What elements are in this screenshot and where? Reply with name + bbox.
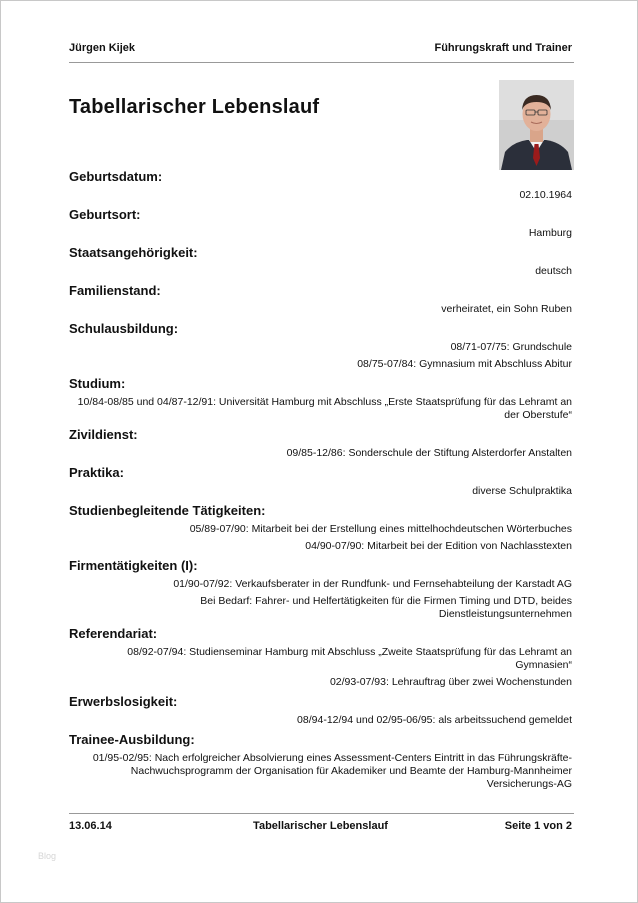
section-entry: 01/90-07/92: Verkaufsberater in der Rundfunk- und Fernsehabteilung der Karstadt AG (173, 578, 572, 590)
cv-section (69, 502, 572, 553)
section-entry: 08/71-07/75: Grundschule (450, 341, 572, 353)
header-role: Führungskraft und Trainer (434, 42, 572, 54)
cv-section (69, 625, 572, 689)
section-entry: 10/84-08/85 und 04/87-12/91: Universität Hamburg mit Abschluss „Erste Staatsprüfung für das Lehramt an der Oberstufe“ (77, 396, 572, 421)
watermark: Blog (38, 851, 57, 861)
footer-divider (69, 813, 574, 814)
footer-page-number: Seite 1 von 2 (504, 820, 572, 832)
section-heading: Firmentätigkeiten (I): (69, 558, 198, 573)
section-entry: deutsch (535, 265, 572, 277)
portrait-photo-icon (499, 80, 574, 170)
section-entry: 08/94-12/94 und 02/95-06/95: als arbeitssuchend gemeldet (297, 714, 572, 726)
cv-section (69, 426, 572, 460)
cv-content (69, 164, 572, 791)
section-entry: 01/95-02/95: Nach erfolgreicher Absolvierung eines Assessment-Centers Eintritt in das Führungskräfte-Nachwuchsprogramm der Organisation für Akademiker und Beamte der Hamburg-Mannheimer Versicherungs-AG (92, 752, 572, 790)
cv-section (69, 557, 572, 621)
cv-section (69, 731, 572, 791)
section-heading: Praktika: (69, 465, 124, 480)
cv-section (69, 206, 572, 240)
cv-section (69, 693, 572, 727)
header-divider (69, 62, 574, 63)
section-entry: 05/89-07/90: Mitarbeit bei der Erstellung eines mittelhochdeutschen Wörterbuches (189, 523, 572, 535)
section-heading: Referendariat: (69, 626, 158, 641)
page-title: Tabellarischer Lebenslauf (69, 96, 320, 118)
section-heading: Staatsangehörigkeit: (69, 245, 198, 260)
section-heading: Geburtsort: (69, 207, 141, 222)
footer-title: Tabellarischer Lebenslauf (253, 820, 388, 832)
section-entry: Bei Bedarf: Fahrer- und Helfertätigkeiten für die Firmen Timing und DTD, beides Dienstleistungsunternehmen (200, 595, 572, 620)
section-heading: Zivildienst: (69, 427, 138, 442)
section-entry: diverse Schulpraktika (472, 485, 572, 497)
cv-section (69, 375, 572, 422)
cv-section (69, 464, 572, 498)
cv-section (69, 320, 572, 371)
section-heading: Studium: (69, 376, 126, 391)
header-name: Jürgen Kijek (69, 42, 136, 54)
section-heading: Trainee-Ausbildung: (69, 732, 195, 747)
section-entry: 02.10.1964 (519, 189, 572, 201)
section-entry: 02/93-07/93: Lehrauftrag über zwei Wochenstunden (329, 676, 572, 688)
footer-date: 13.06.14 (69, 820, 112, 832)
portrait-photo (499, 80, 574, 170)
page-header (69, 42, 572, 54)
cv-section (69, 244, 572, 278)
section-entry: 04/90-07/90: Mitarbeit bei der Edition von Nachlasstexten (305, 540, 572, 552)
section-entry: 08/92-07/94: Studienseminar Hamburg mit Abschluss „Zweite Staatsprüfung für das Lehramt an Gymnasien“ (127, 646, 572, 671)
section-entry: 09/85-12/86: Sonderschule der Stiftung Alsterdorfer Anstalten (286, 447, 572, 459)
section-heading: Familienstand: (69, 283, 161, 298)
section-heading: Erwerbslosigkeit: (69, 694, 178, 709)
section-entry: verheiratet, ein Sohn Ruben (441, 303, 572, 315)
section-heading: Schulausbildung: (69, 321, 179, 336)
section-entry: 08/75-07/84: Gymnasium mit Abschluss Abitur (357, 358, 572, 370)
section-heading: Geburtsdatum: (69, 169, 163, 184)
cv-section (69, 168, 572, 202)
section-entry: Hamburg (528, 227, 572, 239)
cv-section (69, 282, 572, 316)
section-heading: Studienbegleitende Tätigkeiten: (69, 503, 266, 518)
